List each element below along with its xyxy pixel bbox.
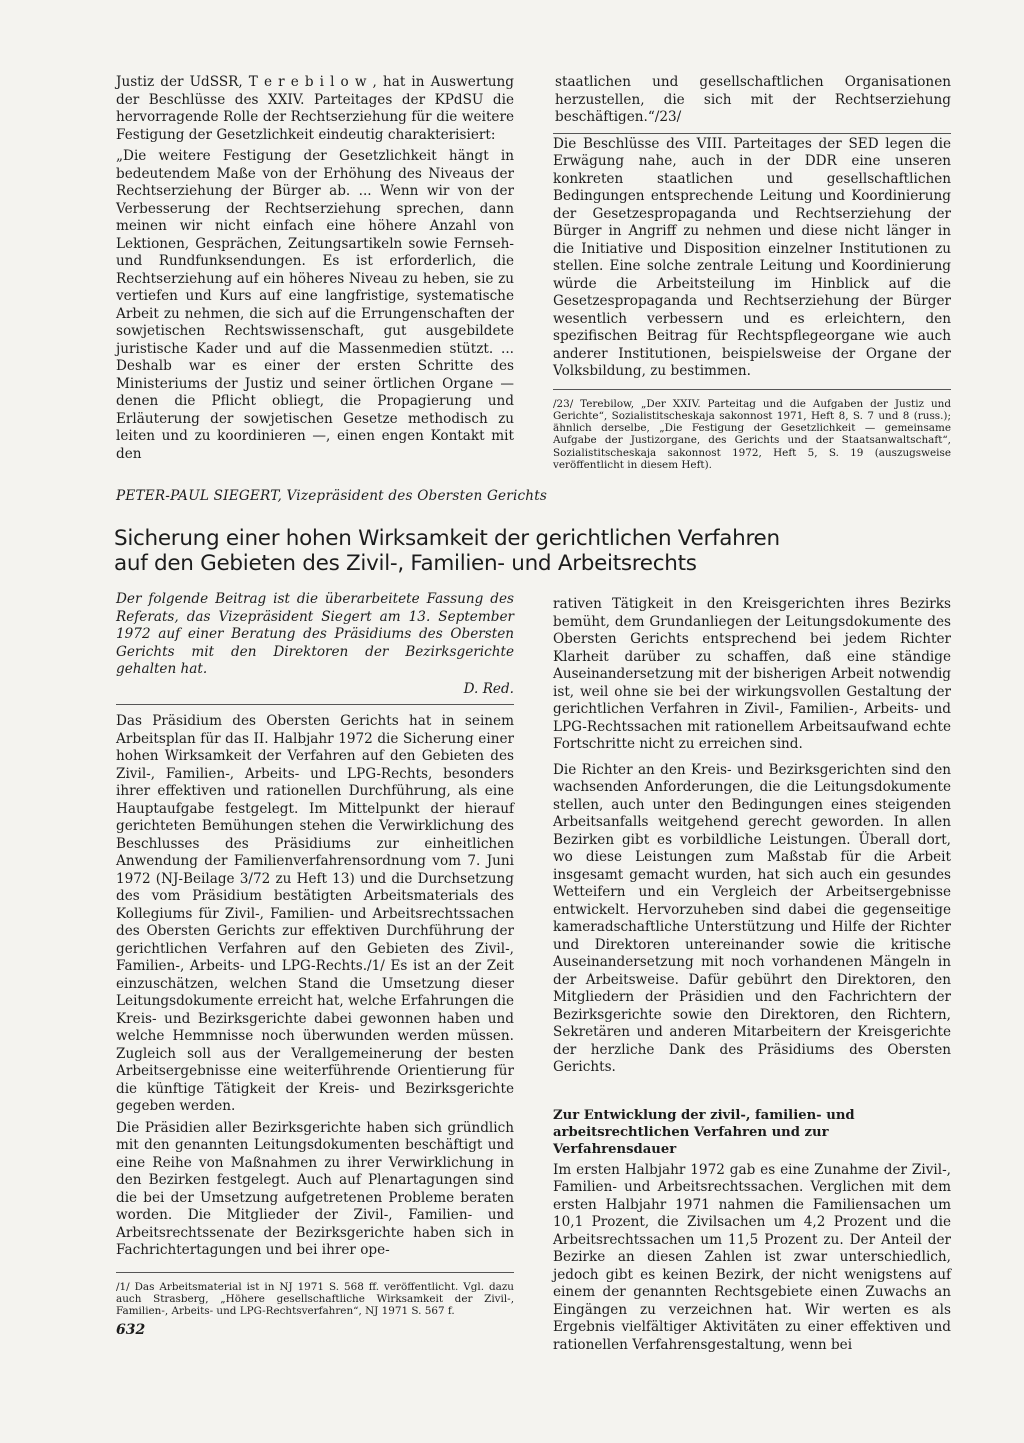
top-right-column: [553, 74, 951, 471]
top-right-separator: [553, 133, 951, 134]
article-right-paragraph-1: rativen Tätigkeit in den Kreisgerichten ihres Bezirks bemüht, dem Grundanliegen der Leitungsdokumente des Obersten Gerichts entsprechend bei jedem Richter Klarheit darüber zu schaffen, daß eine ständige Auseinandersetzung mit der bisherigen Arbeit notwendig ist, weil ohne sie bei der wirkungsvollen Gestaltung der gerichtlichen Verfahren in Zivil-, Familien-, Arbeits- und LPG-Rechtssachen mit rationellem Arbeitsaufwand echte Fortschritte nicht zu erreichen sind.: [553, 596, 951, 752]
article-right-paragraph-2: Die Richter an den Kreis- und Bezirksgerichten sind den wachsenden Anforderungen, die die Leitungsdokumente stellen, auch unter den Bedingungen eines steigenden Arbeitsanfalls weitgehend gerecht geworden. In allen Bezirken gibt es vorbildliche Leistungen. Überall dort, wo diese Leistungen zum Maßstab für die Arbeit insgesamt gemacht wurden, hat sich auch ein gesundes Wetteifern und ein Vergleich der Arbeitsergebnisse entwickelt. Hervorzuheben sind dabei die gegenseitige kameradschaftliche Unterstützung und Hilfe der Richter und Direktoren untereinander sowie die kritische Auseinandersetzung mit noch vorhandenen Mängeln in der Arbeitsweise. Dafür gebührt den Direktoren, den Mitgliedern der Präsidien und den Fachrichtern der Bezirksgerichte sowie den Direktoren, den Richtern, Sekretären und anderen Mitarbeitern der Kreisgerichte der herzliche Dank des Präsidiums des Obersten Gerichts.: [553, 761, 951, 1075]
footnote-1: /1/ Das Arbeitsmaterial ist in NJ 1971 S. 568 ff. veröffentlicht. Vgl. dazu auch Strasberg, „Höhere gesellschaftliche Wirksamkeit der Zivil-, Familien-, Arbeits- und LPG-Rechtsverfahren“, NJ 1971 S. 567 f.: [116, 1280, 514, 1318]
page-number: 632: [116, 1322, 146, 1338]
article-right-column: [553, 596, 951, 1354]
article-left-column: [116, 591, 514, 1317]
article-title: [114, 526, 914, 576]
article-left-paragraph-2: Die Präsidien aller Bezirksgerichte haben sich gründlich mit den genannten Leitungsdokumenten beschäftigt und eine Reihe von Maßnahmen zu ihrer Verwirklichung in den Bezirken festgelegt. Auch auf Plenartagungen sind die bei der Umsetzung aufgetretenen Probleme beraten worden. Die Mitglieder der Zivil-, Familien- und Arbeitsrechtssenate der Bezirksgerichte haben sich in Fachrichtertagungen und bei ihrer ope-: [116, 1119, 514, 1258]
footnote-23: /23/ Terebilow, „Der XXIV. Parteitag und die Aufgaben der Justiz und Gerichte“, Sozialistitscheskaja sakonnost 1971, Heft 8, S. 7 und 8 (russ.); ähnlich derselbe, „Die Festigung der Gesetzlichkeit — gemeinsame Aufgabe der Justizorgane, des Gerichts und der Staatsanwaltschaft“, Sozialistitscheskaja sakonnost 1972, Heft 5, S. 19 (auszugsweise veröffentlicht in diesem Heft).: [553, 397, 951, 471]
section-subheading: Zur Entwicklung der zivil-, familien- und arbeitsrechtlichen Verfahren und zur Verfahrensdauer: [553, 1107, 855, 1157]
top-right-footnote-rule: [553, 389, 951, 390]
article-intro: Der folgende Beitrag ist die überarbeitete Fassung des Referats, das Vizepräsident Siegert am 13. September 1972 auf einer Beratung des Präsidiums des Obersten Gerichts mit den Direktoren der Bezirksgerichte gehalten hat.: [116, 591, 514, 677]
top-left-quote: „Die weitere Festigung der Gesetzlichkeit hängt in bedeutendem Maße von der Erhöhung des Niveaus der Rechtserziehung der Bürger ab. ... Wenn wir von der Verbesserung der Rechtserziehung sprechen, dann meinen wir nicht einfach eine höhere Anzahl von Lektionen, Gesprächen, Zeitungsartikeln sowie Fernseh- und Rundfunksendungen. Es ist erforderlich, die Rechtserziehung auf ein höheres Niveau zu heben, sie zu vertiefen und Kurs auf eine langfristige, systematische Arbeit zu nehmen, die sich auf die Errungenschaften der sowjetischen Rechtswissenschaft, gut ausgebildete juristische Kader und auf die Massenmedien stützt. ... Deshalb war es einer der ersten Schritte des Ministeriums der Justiz und seiner örtlichen Organe — denen die Pflicht obliegt, die Propagierung und Erläuterung der sowjetischen Gesetze methodisch zu leiten und zu koordinieren —, einen engen Kontakt mit den: [116, 148, 514, 462]
article-right-paragraph-3: Im ersten Halbjahr 1972 gab es eine Zunahme der Zivil-, Familien- und Arbeitsrechtssachen. Verglichen mit dem ersten Halbjahr 1971 nahmen die Familiensachen um 10,1 Prozent, die Zivilsachen um 4,2 Prozent und die Arbeitsrechtssachen um 11,5 Prozent zu. Der Anteil der Bezirke an diesen Zahlen ist zwar unterschiedlich, jedoch gibt es keinen Bezirk, der nicht wenigstens auf einem der genannten Rechtsgebiete einen Zuwachs an Eingängen zu verzeichnen hat. Wir werten es als Ergebnis vielfältiger Aktivitäten zu einer effektiven und rationellen Verfahrensgestaltung, wenn bei: [553, 1161, 951, 1353]
article-left-paragraph-1: Das Präsidium des Obersten Gerichts hat in seinem Arbeitsplan für das II. Halbjahr 1972 die Sicherung einer hohen Wirksamkeit der Verfahren auf den Gebieten des Zivil-, Familien-, Arbeits- und LPG-Rechts, besonders ihrer effektiven und rationellen Durchführung, als eine Hauptaufgabe festgelegt. Im Mittelpunkt der hierauf gerichteten Bemühungen stehen die Verwirklichung des Beschlusses des Präsidiums zur einheitlichen Anwendung der Familienverfahrensordnung vom 7. Juni 1972 (NJ-Beilage 3/72 zu Heft 13) und die Durchsetzung des vom Präsidium bestätigten Arbeitsmaterials des Kollegiums für Zivil-, Familien- und Arbeitsrechtssachen des Obersten Gerichts zur effektiven Durchführung der gerichtlichen Verfahren auf den Gebieten des Zivil-, Familien-, Arbeits- und LPG-Rechts./1/ Es ist an der Zeit einzuschätzen, welchen Stand die Umsetzung dieser Leitungsdokumente erreicht hat, welche Erfahrungen die Kreis- und Bezirksgerichte dabei gewonnen haben und welche Hemmnisse noch überwunden werden müssen. Zugleich soll aus der Verallgemeinerung der besten Arbeitsergebnisse eine weiterführende Orientierung für die künftige Tätigkeit der Kreis- und Bezirksgerichte gegeben werden.: [116, 713, 515, 1114]
top-left-paragraph-1: Justiz der UdSSR, T e r e b i l o w , hat in Auswertung der Beschlüsse des XXIV. Parteitages der KPdSU die hervorragende Rolle der Rechtserziehung für die weitere Festigung der Gesetzlichkeit eindeutig charakterisiert:: [116, 74, 514, 143]
intro-rule: [116, 704, 514, 705]
left-footnote-rule: [116, 1272, 514, 1273]
top-right-paragraph-2: Die Beschlüsse des VIII. Parteitages der SED legen die Erwägung nahe, auch in der DDR eine unseren konkreten staatlichen und gesellschaftlichen Bedingungen entsprechende Leitung und Koordinierung der Gesetzespropaganda und Rechtserziehung der Bürger in Angriff zu nehmen und diese nicht länger in die Initiative und Disposition einzelner Institutionen zu stellen. Eine solche zentrale Leitung und Koordinierung würde die Arbeitsteilung im Hinblick auf die Gesetzespropaganda und Rechtserziehung der Bürger wesentlich verbessern und es erleichtern, den spezifischen Beitrag für Rechtspflegeorgane wie auch anderer Institutionen, beispielsweise der Organe der Volksbildung, zu bestimmen.: [553, 135, 951, 379]
subheading-spacer: [553, 1077, 951, 1107]
editorial-signature: D. Red.: [463, 680, 514, 697]
article-author: PETER-PAUL SIEGERT, Vizepräsident des Obersten Gerichts: [116, 488, 548, 504]
article-title-line-2: auf den Gebieten des Zivil-, Familien- und Arbeitsrechts: [114, 551, 697, 576]
article-title-line-1: Sicherung einer hohen Wirksamkeit der gerichtlichen Verfahren: [114, 526, 780, 551]
top-left-column: [116, 74, 514, 463]
top-right-paragraph-1: staatlichen und gesellschaftlichen Organisationen herzustellen, die sich mit der Rechtserziehung beschäftigen.“/23/: [555, 74, 951, 125]
